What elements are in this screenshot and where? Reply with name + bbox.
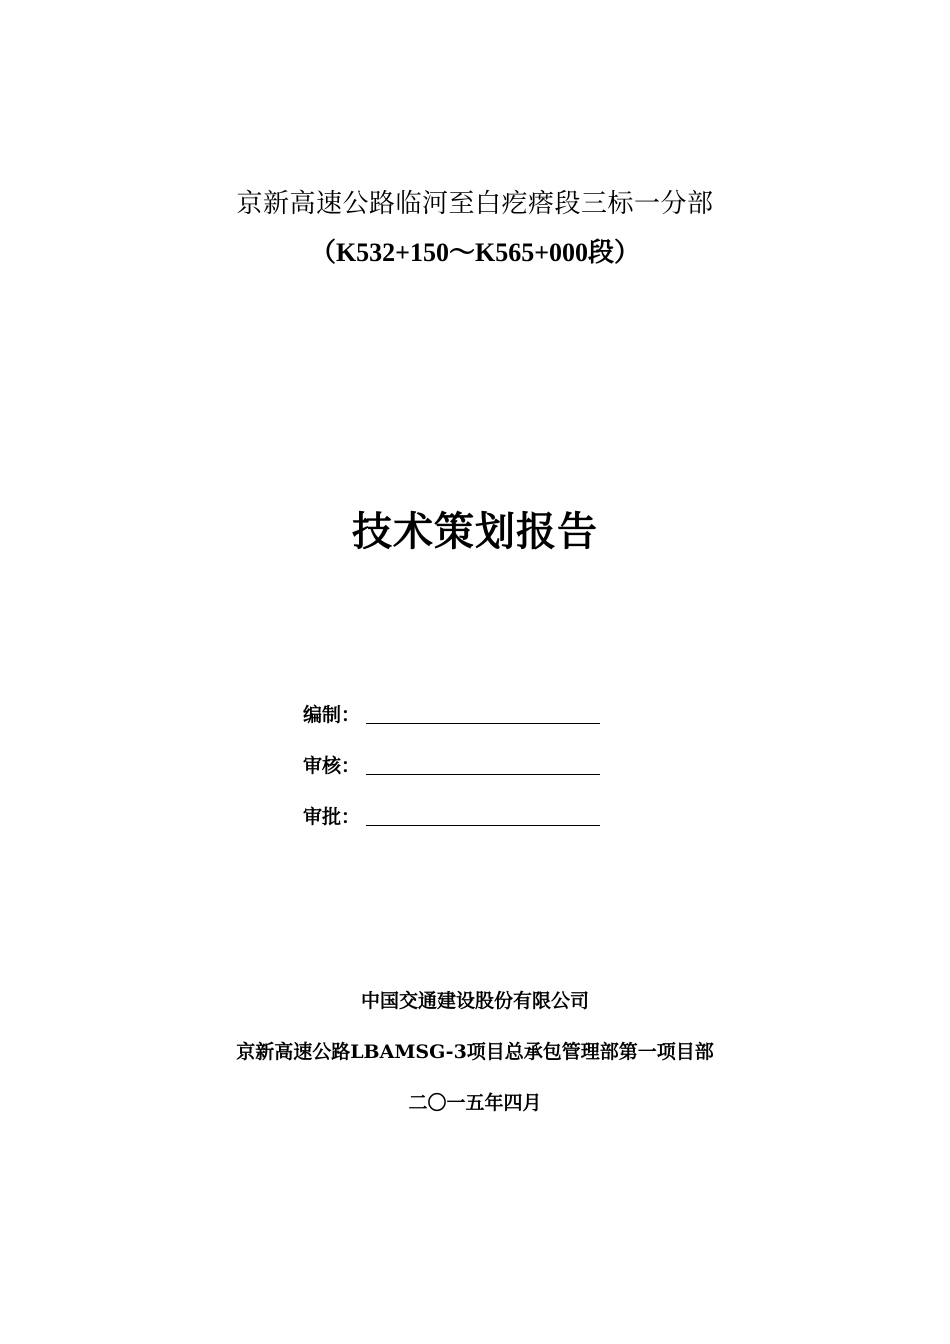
signature-line-approve — [366, 825, 600, 826]
signature-label-compile: 编制： — [303, 704, 361, 726]
department-name: 京新高速公路LBAMSG-3项目总承包管理部第一项目部 — [236, 1041, 714, 1063]
project-title: 京新高速公路临河至白疙瘩段三标一分部 — [236, 189, 714, 219]
report-date: 二〇一五年四月 — [408, 1092, 542, 1114]
signature-label-approve: 审批： — [303, 806, 361, 828]
signature-row-approve — [303, 799, 600, 829]
signature-row-review — [303, 748, 600, 778]
company-name: 中国交通建设股份有限公司 — [360, 990, 589, 1012]
signature-label-review: 审核： — [303, 755, 361, 777]
signature-line-compile — [366, 723, 600, 724]
signature-row-compile — [303, 697, 600, 727]
report-title: 技术策划报告 — [352, 508, 598, 555]
section-range: （K532+150～K565+000段） — [309, 238, 641, 267]
signature-line-review — [366, 774, 600, 775]
